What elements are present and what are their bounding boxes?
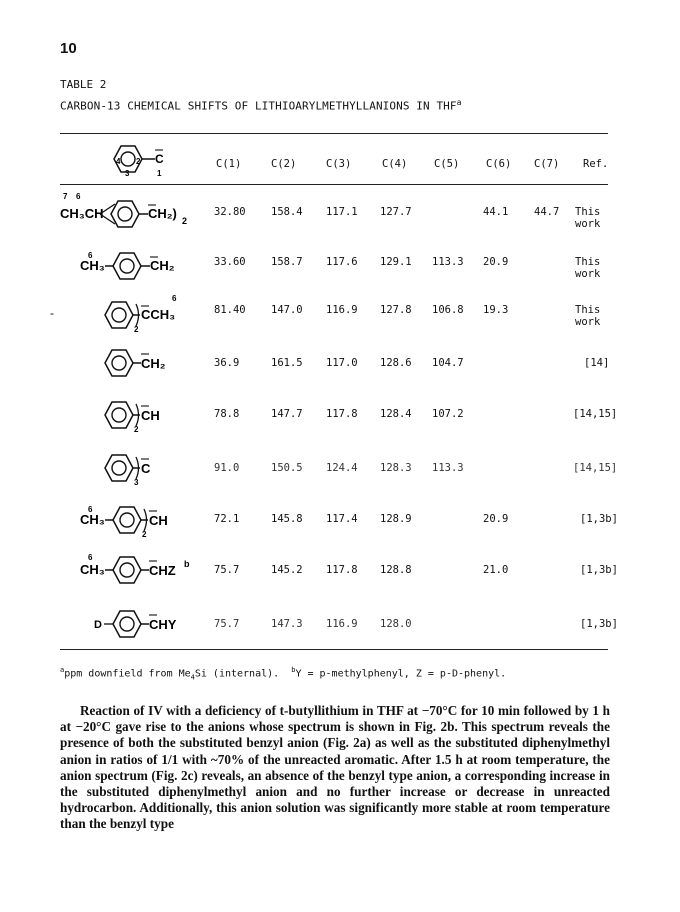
header-carbanion: C [155, 152, 164, 166]
table-row [60, 390, 618, 440]
table-header-rule [60, 184, 608, 185]
structure-number-a: 7 [63, 192, 68, 201]
value-c7: 44.7 [534, 206, 560, 218]
footnote-b-text: Y = p-methylphenyl, Z = p-D-phenyl. [295, 668, 507, 680]
value-c6: 21.0 [483, 564, 509, 576]
reference-line-1: [14,15] [573, 408, 618, 420]
reference-line-2: work [575, 268, 601, 280]
value-c3: 117.1 [326, 206, 358, 218]
reference [580, 564, 618, 576]
structure-drawing [60, 550, 200, 600]
structure-drawing [60, 188, 200, 238]
value-c2: 147.3 [271, 618, 303, 630]
header-label-4: 4 [116, 157, 121, 166]
table-top-rule [60, 133, 608, 134]
structure-subscript: 2 [134, 425, 139, 434]
table-caption-text: CARBON-13 CHEMICAL SHIFTS OF LITHIOARYLMETHYLLANIONS IN THF [60, 99, 457, 113]
structure-superscript: b [184, 559, 190, 569]
value-c5: 104.7 [432, 357, 464, 369]
value-c1: 75.7 [214, 618, 240, 630]
reference-line-1: This [575, 206, 601, 218]
structure-drawing [60, 496, 200, 546]
footnote-b-mark: b [291, 666, 296, 674]
structure-right-group: CH₂) [148, 206, 177, 221]
value-c3: 116.9 [326, 304, 358, 316]
structure-right-group: CH₂ [141, 356, 166, 371]
reference-line-1: [1,3b] [580, 564, 618, 576]
value-c4: 128.4 [380, 408, 412, 420]
value-c4: 127.7 [380, 206, 412, 218]
value-c6: 44.1 [483, 206, 509, 218]
table-label: TABLE 2 [60, 78, 107, 91]
structure-number-a: 6 [172, 294, 177, 303]
header-label-3: 3 [125, 169, 130, 178]
structure-right-group: CHY [149, 617, 177, 632]
structure-right-group: C [141, 461, 151, 476]
body-paragraph: Reaction of IV with a deficiency of t-butyllithium in THF at −70°C for 10 min followed by 1 h at −20°C gave rise to the anions whose spectrum is shown in Fig. 2b. This spectrum reveals the presence of both the substituted benzyl anion (Fig. 2a) as well as the substituted diphenylmethyl anion in ratios of 1/1 with ~70% of the unreacted aromatic. After 1.5 h at room temperature, the anion spectrum (Fig. 2c) reveals, an absence of the benzyl type anion, a corresponding increase in the substituted diphenylmethyl anion and no further increase or decrease in unreacted hydrocarbon. Additionally, this anion solution was significantly more stable at room temperature than the benzyl type [60, 703, 610, 832]
column-header-c4: C(4) [382, 158, 408, 170]
table-row [60, 188, 608, 238]
column-header-ref: Ref. [583, 158, 609, 170]
table-row [60, 550, 618, 600]
value-c1: 81.40 [214, 304, 246, 316]
value-c5: 113.3 [432, 256, 464, 268]
value-c4: 129.1 [380, 256, 412, 268]
structure-left-group: CH₃CH [60, 206, 104, 221]
value-c2: 147.0 [271, 304, 303, 316]
structure-left-group: D [94, 619, 102, 631]
value-c4: 128.8 [380, 564, 412, 576]
reference-line-1: [14,15] [573, 462, 618, 474]
value-c5: 113.3 [432, 462, 464, 474]
reference [575, 256, 600, 280]
reference-line-2: work [575, 316, 601, 328]
structure-subscript: 3 [134, 478, 139, 487]
header-label-1: 1 [157, 169, 162, 178]
value-c2: 150.5 [271, 462, 303, 474]
value-c3: 117.8 [326, 408, 358, 420]
column-header-c3: C(3) [326, 158, 352, 170]
value-c1: 72.1 [214, 513, 240, 525]
value-c2: 158.4 [271, 206, 303, 218]
value-c4: 128.6 [380, 357, 412, 369]
value-c2: 161.5 [271, 357, 303, 369]
reference-line-1: [1,3b] [580, 513, 618, 525]
table-row [60, 598, 618, 648]
column-header-c6: C(6) [486, 158, 512, 170]
value-c3: 117.8 [326, 564, 358, 576]
structure-drawing [60, 238, 200, 288]
column-header-c1: C(1) [216, 158, 242, 170]
reference-line-1: [1,3b] [580, 618, 618, 630]
value-c2: 158.7 [271, 256, 303, 268]
structure-left-group: CH₃ [80, 258, 105, 273]
reference [573, 408, 617, 420]
value-c2: 145.2 [271, 564, 303, 576]
table-caption-footnote-mark: a [456, 98, 462, 107]
value-c3: 117.0 [326, 357, 358, 369]
value-c6: 19.3 [483, 304, 509, 316]
reference [575, 206, 600, 230]
value-c3: 117.4 [326, 513, 358, 525]
value-c5: 107.2 [432, 408, 464, 420]
structure-drawing [60, 390, 200, 440]
structure-right-group: CH [149, 513, 168, 528]
header-structure-drawing [95, 140, 205, 182]
table-row [60, 238, 608, 288]
value-c5: 106.8 [432, 304, 464, 316]
structure-right-group: CHZ [149, 563, 176, 578]
column-header-c7: C(7) [534, 158, 560, 170]
structure-subscript: 2 [182, 216, 188, 226]
structure-drawing [60, 598, 200, 648]
value-c2: 145.8 [271, 513, 303, 525]
value-c1: 33.60 [214, 256, 246, 268]
reference-line-1: This [575, 256, 601, 268]
value-c1: 75.7 [214, 564, 240, 576]
table-footnote [60, 666, 506, 681]
column-header-c5: C(5) [434, 158, 460, 170]
value-c1: 36.9 [214, 357, 240, 369]
value-c6: 20.9 [483, 256, 509, 268]
reference [575, 304, 600, 328]
value-c3: 116.9 [326, 618, 358, 630]
structure-left-group: CH₃ [80, 512, 105, 527]
reference-line-2: work [575, 218, 601, 230]
structure-number-a: 6 [88, 553, 93, 562]
structure-left-group: CH₃ [80, 562, 105, 577]
reference [580, 513, 618, 525]
table-bottom-rule [60, 649, 608, 650]
reference-line-1: [14] [584, 357, 610, 369]
value-c3: 117.6 [326, 256, 358, 268]
structure-number-a: 6 [88, 251, 93, 260]
reference-line-1: This [575, 304, 601, 316]
value-c1: 32.80 [214, 206, 246, 218]
structure-drawing [60, 338, 200, 388]
value-c4: 128.9 [380, 513, 412, 525]
structure-subscript: 2 [134, 325, 139, 334]
value-c4: 128.3 [380, 462, 412, 474]
reference [573, 462, 617, 474]
structure-number-b: 6 [76, 192, 81, 201]
value-c1: 78.8 [214, 408, 240, 420]
value-c6: 20.9 [483, 513, 509, 525]
structure-drawing [60, 288, 200, 338]
reference [580, 618, 618, 630]
footnote-a-subscript: 4 [190, 673, 195, 682]
body-text [60, 703, 610, 833]
value-c1: 91.0 [214, 462, 240, 474]
table-row [60, 288, 608, 338]
table-caption [60, 98, 462, 113]
footnote-a-text-2: Si (internal). [194, 668, 280, 680]
footnote-a-mark: a [60, 666, 65, 674]
table-row [60, 443, 618, 493]
table-row [60, 338, 608, 388]
reference [584, 357, 609, 369]
value-c4: 128.0 [380, 618, 412, 630]
table-row [60, 496, 618, 546]
page-number: 10 [60, 40, 77, 57]
stray-mark: - [50, 306, 54, 320]
structure-right-group: CH [141, 408, 160, 423]
structure-number-a: 6 [88, 505, 93, 514]
structure-drawing [60, 443, 200, 493]
value-c3: 124.4 [326, 462, 358, 474]
structure-right-group: CH₂ [150, 258, 175, 273]
value-c4: 127.8 [380, 304, 412, 316]
footnote-a-text: ppm downfield from Me [64, 668, 191, 680]
column-header-c2: C(2) [271, 158, 297, 170]
structure-right-group: CCH₃ [141, 307, 176, 322]
structure-subscript: 2 [142, 530, 147, 539]
value-c2: 147.7 [271, 408, 303, 420]
header-label-2: 2 [136, 157, 141, 166]
